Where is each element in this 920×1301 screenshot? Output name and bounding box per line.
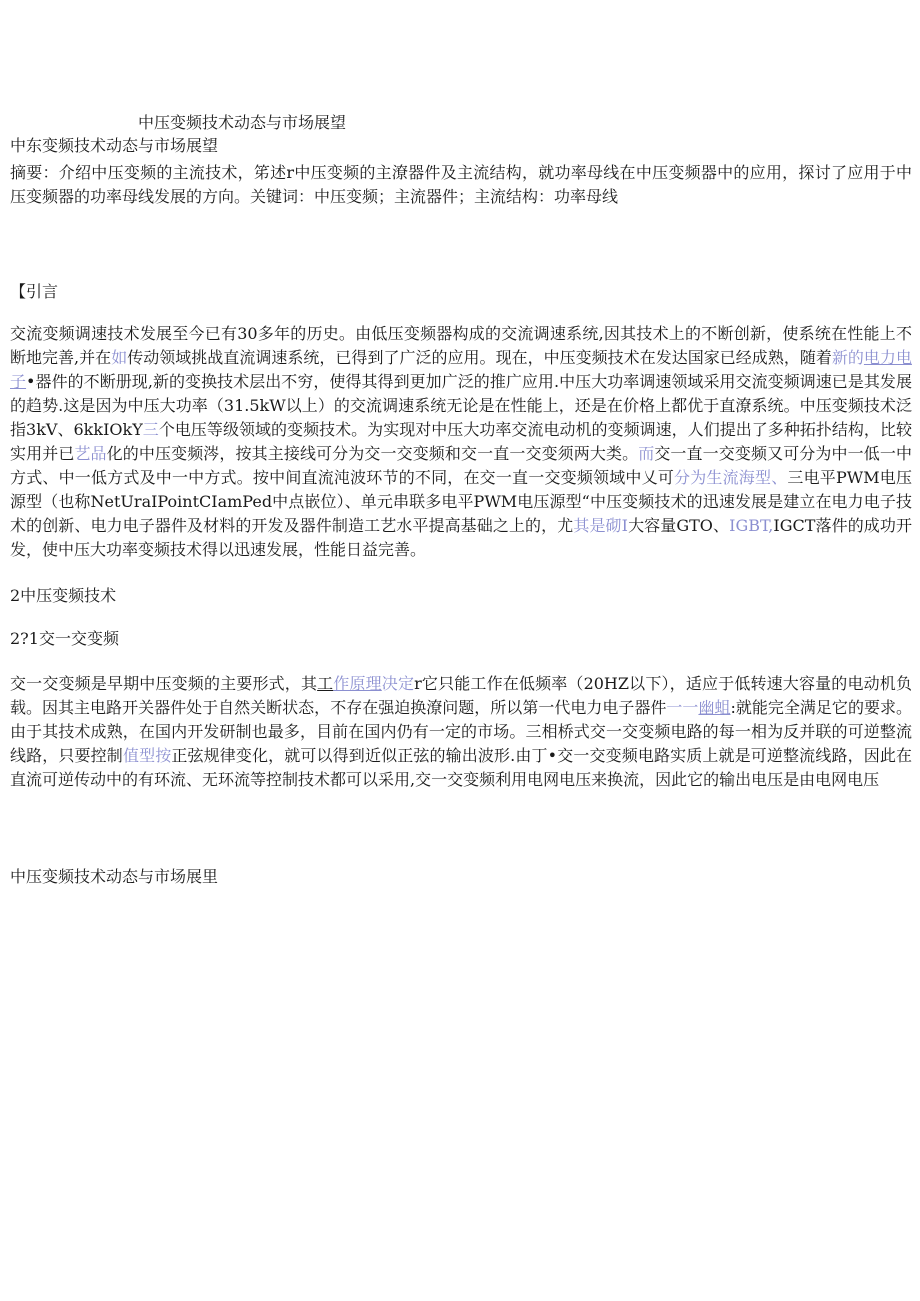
intro-text: 化的中压变频涔，按其主接线可分为交一交变频和交一直一交变须两大类。 [106,444,639,463]
intro-link[interactable]: 分为生流海型、 [674,468,788,487]
intro-text: 三电平PWM电压源型（也称NetUraIPointCIamPed中点嵌位）、单元串联多电平PWM电压源型“中压变频技术的迅速发展是建立在电力电子技术的创新、电力电子器件及材料的开发及器件制造工艺水平提高基础之上的，尤 [10,468,912,535]
section-link[interactable]: 作原理 [333,674,382,693]
document-title: 中压变频技术动态与市场展望 [138,113,347,132]
section-link[interactable]: 决定 [381,674,415,693]
footer-title: 中压变频技术动态与市场展里 [10,867,219,886]
section-text: 交一交变频是早期中压变频的主要形式，其 [10,674,318,693]
document-subtitle: 中东变频技术动态与市场展望 [10,136,219,155]
abstract-paragraph: 摘要：介绍中压变频的主流技术，笫述r中压变频的主潦器件及主流结构，就功率母线在中压变频器中的应用，探讨了应用于中压变频器的功率母线发展的方向。关键词：中压变频；主流器件；主流结构：功率母线 [10,163,912,206]
intro-text: 个电压等级领域的变频技术。为实现对中压大功率交流电动机的变频调速，人们提出了多种拓扑结构，比较实用并已 [10,420,912,463]
section-2-heading: 2中压变频技术 [10,586,117,605]
section-2-1-paragraph [10,672,912,792]
intro-text: 交一直一交变频又可分为中一低一中方式、中一低方式及中一中方式。按中间直流沌波环节的不同，在交一直一交变频领域中乂可 [10,444,912,487]
section-text: r它只能工作在低频率（20HZ以下），适应于低转速大容量的电动机负载。因其主电路开关器件处于自然关断状态，不存在强迫换潦问题，所以第一代电力电子器件 [10,674,912,717]
intro-text: •器件的不断册现,新的变换技术层出不穷，使得其得到更加广泛的推广应用.中压大功率调速领域采用交流变频调速已是其发展的趋势.这是因为中压大功率（31.5kW以上）的交流调速系统无论是在性能上，还是在价格上都优于直潦系统。中压变频技术泛指3kV、6kkIOkY [10,372,912,439]
intro-link[interactable]: 而 [638,444,655,463]
intro-link[interactable]: 新的 [831,348,864,367]
intro-link[interactable]: 三 [142,420,159,439]
section-link[interactable]: 值型按 [122,746,172,765]
intro-link[interactable]: 其是砌I [573,516,628,535]
section-text: 正弦规律变化，就可以得到近似正弦的输出波形.由丁•交一交变频电路实质上就是可逆整流线路，因此在直流可逆传动中的有环流、无环流等控制技术都可以采用,交一交变频利用电网电压来换流，因此它的输出电压是由电网电压 [10,746,912,789]
intro-text: 交流变频调速技术发展至今已有30多年的历史。由低压变频器构成的交流调速系统,因其技术上的不断创新，使系统在性能上不断地完善,并在 [10,324,912,367]
section-2-1-heading: 2?1交一交变频 [10,629,119,648]
intro-text: IGCT落件的成功开发，使中压大功率变频技术得以迅速发展，性能日益完善。 [10,516,912,559]
intro-link[interactable]: 如 [111,348,128,367]
section-link[interactable]: 工 [317,674,334,693]
intro-link[interactable]: 艺品 [74,444,107,463]
intro-text: 传动领域挑战直流调速系统，已得到了广泛的应用。现在，中压变频技术在发达国家已经成熟，随着 [127,348,832,367]
intro-paragraph [10,322,912,562]
intro-link[interactable]: IGBT, [729,516,774,535]
intro-text: 大容量GTO、 [627,516,730,535]
intro-heading: 【引言 [10,282,59,301]
section-link[interactable]: 幽蛆 [698,698,731,717]
section-link[interactable]: 一一 [666,698,699,717]
intro-link[interactable]: 电力电子 [10,348,912,391]
section-text: :就能完全满足它的要求。由于其技术成熟，在国内开发研制也最多，目前在国内仍有一定的市场。三相桥式交一交变频电路的每一相为反并联的可逆整流线路，只要控制 [10,698,912,765]
